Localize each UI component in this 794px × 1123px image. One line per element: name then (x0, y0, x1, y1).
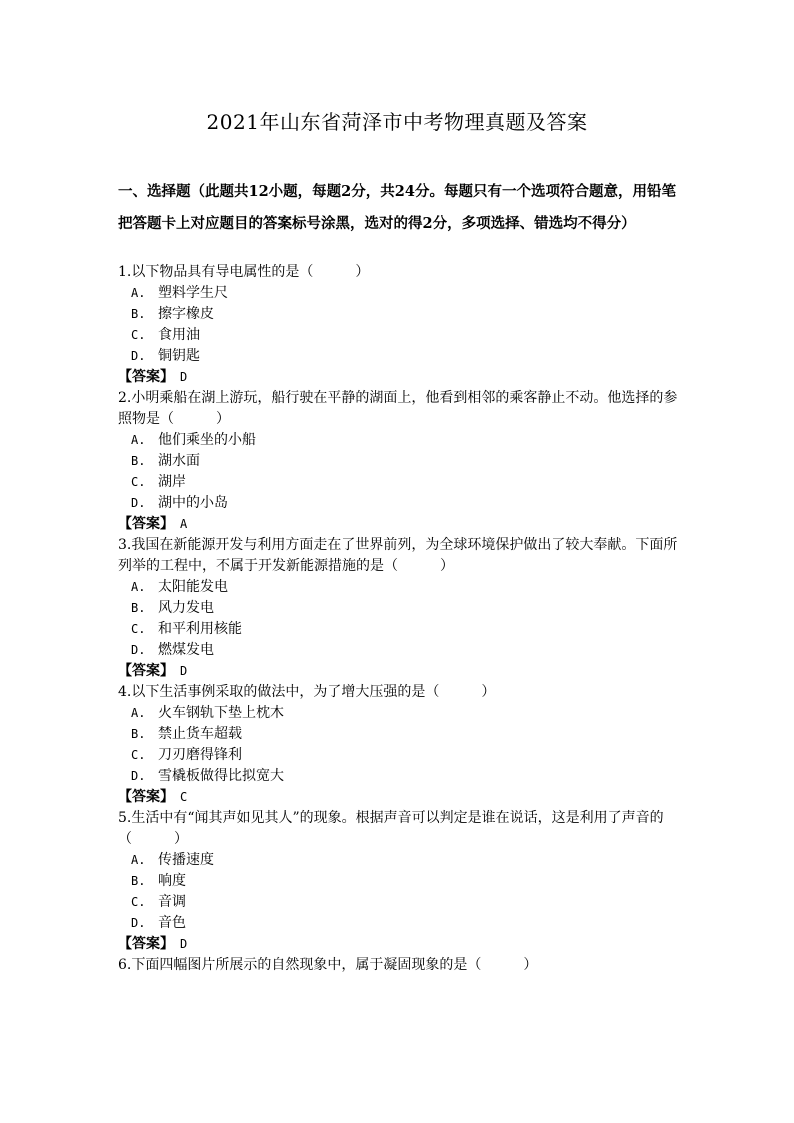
question-block (118, 535, 678, 682)
question-stem: 1.以下物品具有导电属性的是（ ） (118, 264, 370, 280)
option-letter: B. (131, 727, 146, 741)
answer-value: D (180, 664, 188, 678)
answer-line (118, 934, 678, 955)
answer-line (118, 367, 678, 388)
option-letter: D. (131, 349, 146, 363)
option-letter: A. (131, 853, 146, 867)
option-letter: A. (131, 706, 146, 720)
option-text: 传播速度 (158, 852, 214, 868)
option-letter: C. (131, 895, 146, 909)
option-item (118, 619, 678, 640)
option-list (118, 850, 678, 934)
option-text: 湖水面 (158, 453, 200, 469)
section-heading (118, 176, 678, 240)
option-text: 响度 (158, 873, 186, 889)
option-letter: A. (131, 580, 146, 594)
option-item (118, 577, 678, 598)
answer-line (118, 514, 678, 535)
option-letter: B. (131, 601, 146, 615)
option-text: 音色 (158, 915, 186, 931)
option-letter: D. (131, 496, 146, 510)
option-list (118, 577, 678, 661)
option-item (118, 304, 678, 325)
option-item (118, 766, 678, 787)
option-text: 食用油 (158, 327, 200, 343)
question-block (118, 808, 678, 955)
question-stem: 2.小明乘船在湖上游玩，船行驶在平静的湖面上，他看到相邻的乘客静止不动。他选择的参照物是（ ） (118, 390, 678, 427)
option-text: 刀刃磨得锋利 (158, 747, 242, 763)
option-item (118, 472, 678, 493)
question-stem: 5.生活中有“闻其声如见其人”的现象。根据声音可以判定是谁在说话，这是利用了声音的（ ） (118, 810, 664, 847)
option-item (118, 850, 678, 871)
question-list (118, 262, 678, 976)
option-text: 雪橇板做得比拟宽大 (158, 768, 284, 784)
question-block (118, 388, 678, 535)
option-item (118, 913, 678, 934)
option-letter: D. (131, 643, 146, 657)
option-letter: C. (131, 622, 146, 636)
question-block (118, 682, 678, 808)
option-text: 湖中的小岛 (158, 495, 228, 511)
question-stem: 4.以下生活事例采取的做法中，为了增大压强的是（ ） (118, 684, 496, 700)
option-item (118, 892, 678, 913)
option-list (118, 283, 678, 367)
option-letter: B. (131, 454, 146, 468)
section-heading-line-2: 把答题卡上对应题目的答案标号涂黑，选对的得2分，多项选择、错选均不得分） (118, 215, 636, 232)
option-item (118, 493, 678, 514)
option-letter: B. (131, 874, 146, 888)
option-item (118, 325, 678, 346)
option-letter: C. (131, 748, 146, 762)
option-item (118, 703, 678, 724)
option-letter: D. (131, 916, 146, 930)
question-block (118, 262, 678, 388)
option-list (118, 430, 678, 514)
answer-label: 【答案】 (118, 936, 174, 952)
option-text: 他们乘坐的小船 (158, 432, 256, 448)
option-text: 湖岸 (158, 474, 186, 490)
option-letter: C. (131, 475, 146, 489)
option-letter: A. (131, 286, 146, 300)
answer-label: 【答案】 (118, 789, 174, 805)
option-text: 塑料学生尺 (158, 285, 228, 301)
option-item (118, 598, 678, 619)
option-text: 燃煤发电 (158, 642, 214, 658)
option-letter: C. (131, 328, 146, 342)
answer-value: D (180, 937, 188, 951)
option-item (118, 451, 678, 472)
option-text: 火车钢轨下垫上枕木 (158, 705, 284, 721)
answer-label: 【答案】 (118, 516, 174, 532)
answer-value: C (180, 790, 188, 804)
option-text: 风力发电 (158, 600, 214, 616)
option-text: 和平利用核能 (158, 621, 242, 637)
answer-value: A (180, 517, 188, 531)
question-stem: 6.下面四幅图片所展示的自然现象中，属于凝固现象的是（ ） (118, 957, 538, 973)
option-item (118, 430, 678, 451)
option-text: 铜钥匙 (158, 348, 200, 364)
answer-value: D (180, 370, 188, 384)
answer-line (118, 661, 678, 682)
option-item (118, 724, 678, 745)
answer-line (118, 787, 678, 808)
option-letter: B. (131, 307, 146, 321)
option-text: 音调 (158, 894, 186, 910)
page-title: 2021年山东省菏泽市中考物理真题及答案 (206, 110, 588, 134)
option-text: 擦字橡皮 (158, 306, 214, 322)
answer-label: 【答案】 (118, 663, 174, 679)
section-heading-line-1: 一、选择题（此题共12小题，每题2分，共24分。每题只有一个选项符合题意，用铅笔 (118, 183, 676, 200)
option-item (118, 283, 678, 304)
option-item (118, 871, 678, 892)
option-letter: D. (131, 769, 146, 783)
option-item (118, 640, 678, 661)
option-text: 太阳能发电 (158, 579, 228, 595)
option-item (118, 346, 678, 367)
answer-label: 【答案】 (118, 369, 174, 385)
option-letter: A. (131, 433, 146, 447)
question-stem: 3.我国在新能源开发与利用方面走在了世界前列，为全球环境保护做出了较大奉献。下面所列举的工程中，不属于开发新能源措施的是（ ） (118, 537, 678, 574)
option-list (118, 703, 678, 787)
question-block (118, 955, 678, 976)
option-item (118, 745, 678, 766)
option-text: 禁止货车超载 (158, 726, 242, 742)
